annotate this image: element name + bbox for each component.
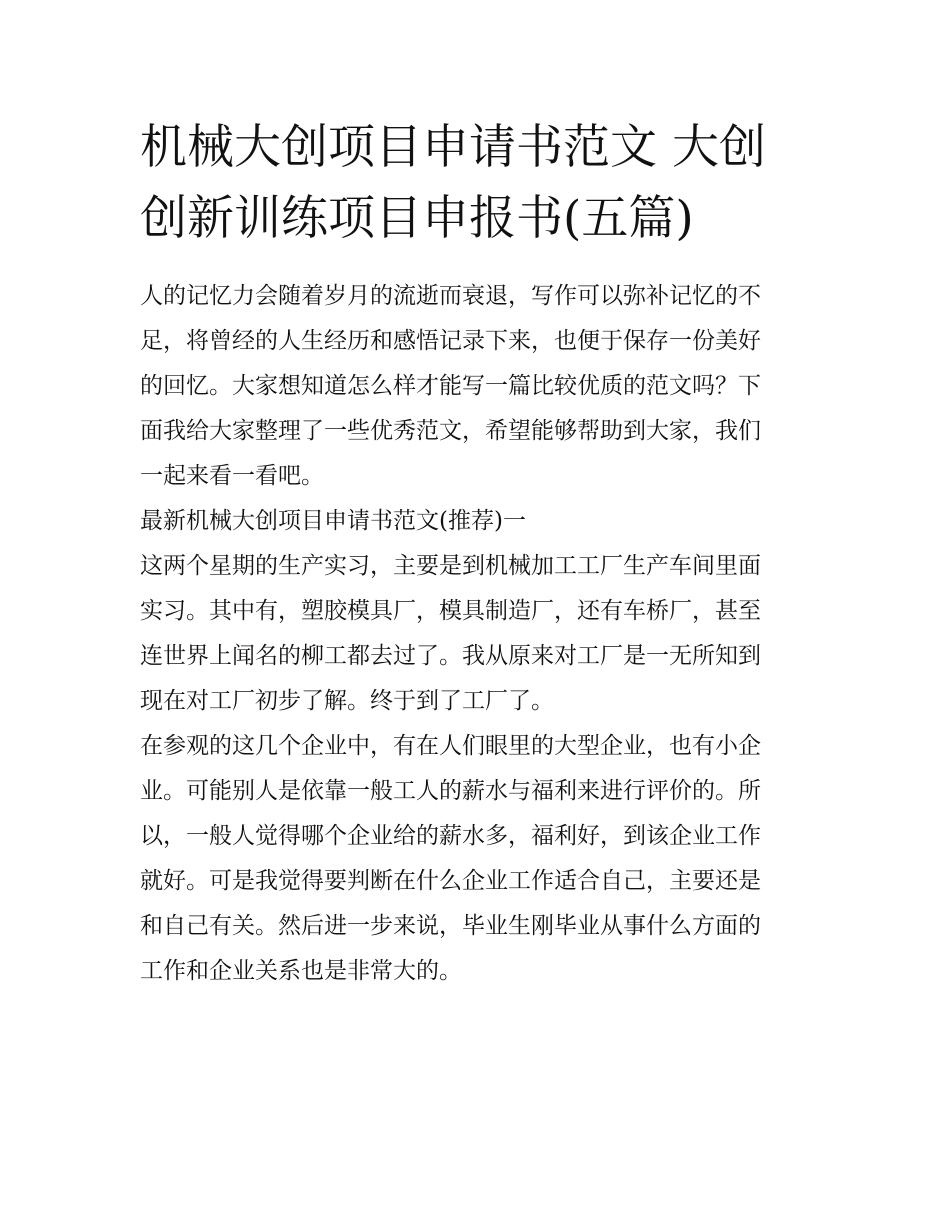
body-paragraph-1 — [140, 544, 812, 724]
text-line: 业。可能别人是依靠一般工人的薪水与福利来进行评价的。所 — [140, 778, 761, 804]
document-body — [140, 112, 812, 994]
text-line: 以，一般人觉得哪个企业给的薪水多，福利好，到该企业工作 — [140, 823, 761, 849]
text-line: 这两个星期的生产实习，主要是到机械加工工厂生产车间里面 — [140, 553, 761, 579]
body-paragraph-2 — [140, 724, 812, 994]
document-title — [140, 112, 812, 254]
text-line: 在参观的这几个企业中，有在人们眼里的大型企业，也有小企 — [140, 733, 761, 759]
section-heading — [140, 499, 812, 544]
text-line: 就好。可是我觉得要判断在什么企业工作适合自己，主要还是 — [140, 868, 761, 894]
text-line: 最新机械大创项目申请书范文(推荐)一 — [140, 508, 526, 534]
intro-paragraph — [140, 274, 812, 499]
text-line: 和自己有关。然后进一步来说，毕业生刚毕业从事什么方面的 — [140, 913, 761, 939]
title-line: 创新训练项目申报书(五篇) — [140, 191, 694, 246]
text-line: 的回忆。大家想知道怎么样才能写一篇比较优质的范文吗？下 — [140, 373, 761, 399]
text-line: 足，将曾经的人生经历和感悟记录下来，也便于保存一份美好 — [140, 328, 761, 354]
text-line: 实习。其中有，塑胶模具厂，模具制造厂，还有车桥厂，甚至 — [140, 598, 761, 624]
text-line: 一起来看一看吧。 — [140, 463, 324, 489]
text-line: 现在对工厂初步了解。终于到了工厂了。 — [140, 688, 554, 714]
title-line: 机械大创项目申请书范文 大创 — [140, 120, 766, 175]
text-line: 面我给大家整理了一些优秀范文，希望能够帮助到大家，我们 — [140, 418, 761, 444]
text-line: 连世界上闻名的柳工都去过了。我从原来对工厂是一无所知到 — [140, 643, 761, 669]
text-line: 工作和企业关系也是非常大的。 — [140, 958, 462, 984]
text-line: 人的记忆力会随着岁月的流逝而衰退，写作可以弥补记忆的不 — [140, 283, 761, 309]
